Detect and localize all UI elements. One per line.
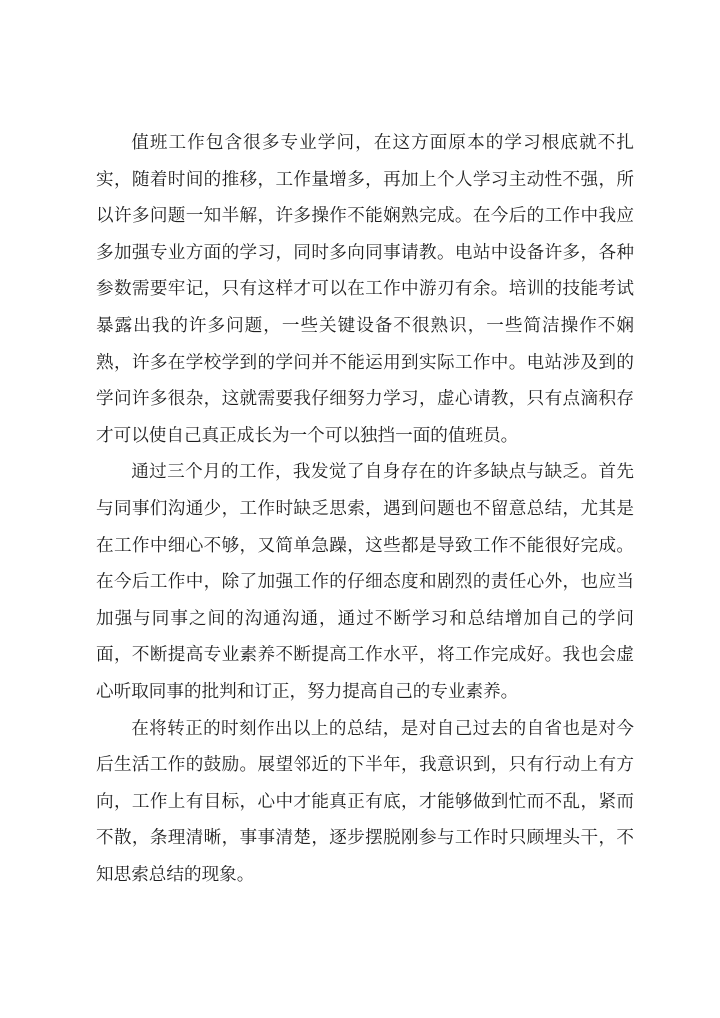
- paragraph: 通过三个月的工作，我发觉了自身存在的许多缺点与缺乏。首先与同事们沟通少，工作时缺乏思索，遇到问题也不留意总结，尤其是在工作中细心不够，又简单急躁，这些都是导致工作不能很好完成。在今后工作中，除了加强工作的仔细态度和剧烈的责任心外，也应当加强与同事之间的沟通沟通，通过不断学习和总结增加自己的学问面，不断提高专业素养不断提高工作水平，将工作完成好。我也会虚心听取同事的批判和订正，努力提高自己的专业素养。: [96, 462, 634, 702]
- paragraph: 值班工作包含很多专业学问，在这方面原本的学习根底就不扎实，随着时间的推移，工作量增多，再加上个人学习主动性不强，所以许多问题一知半解，许多操作不能娴熟完成。在今后的工作中我应多加强专业方面的学习，同时多向同事请教。电站中设备许多，各种参数需要牢记，只有这样才可以在工作中游刃有余。培训的技能考试暴露出我的许多问题，一些关键设备不很熟识，一些简洁操作不娴熟，许多在学校学到的学问并不能运用到实际工作中。电站涉及到的学问许多很杂，这就需要我仔细努力学习，虚心请教，只有点滴积存才可以使自己真正成长为一个可以独挡一面的值班员。: [96, 133, 634, 446]
- paragraph: 在将转正的时刻作出以上的总结，是对自己过去的自省也是对今后生活工作的鼓励。展望邻近的下半年，我意识到，只有行动上有方向，工作上有目标，心中才能真正有底，才能够做到忙而不乱，紧而不散，条理清晰，事事清楚，逐步摆脱刚参与工作时只顾埋头干，不知思索总结的现象。: [96, 718, 634, 885]
- document-body: [96, 125, 634, 893]
